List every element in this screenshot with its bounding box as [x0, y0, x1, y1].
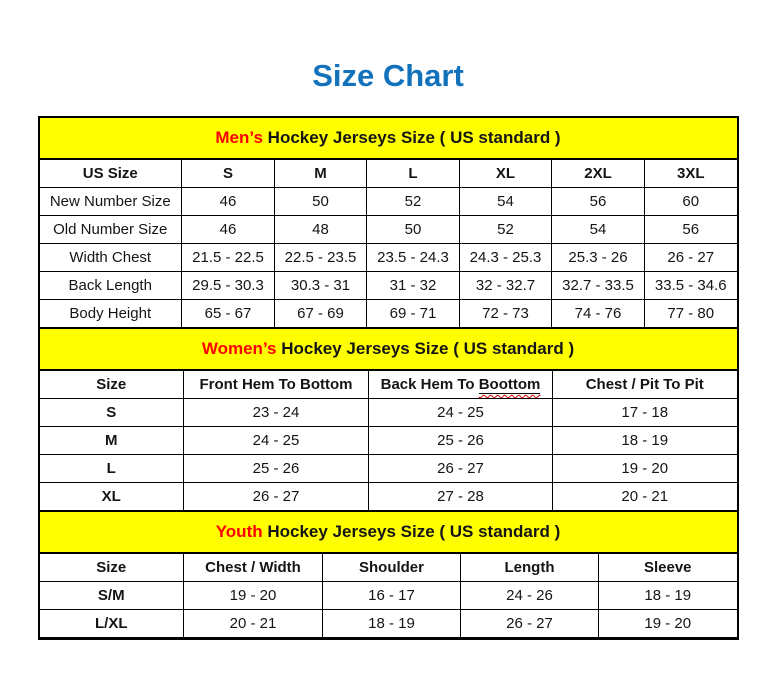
row-label: L: [40, 455, 184, 483]
column-header: M: [275, 160, 367, 188]
cell: 19 - 20: [553, 455, 737, 483]
cell: 18 - 19: [553, 427, 737, 455]
row-label: XL: [40, 483, 184, 511]
cell: 56: [645, 216, 737, 244]
row-label: Body Height: [40, 300, 182, 328]
cell: 24.3 - 25.3: [460, 244, 552, 272]
cell: 30.3 - 31: [275, 272, 367, 300]
column-header: Size: [40, 371, 184, 399]
cell: 27 - 28: [369, 483, 553, 511]
cell: 26 - 27: [184, 483, 369, 511]
cell: 19 - 20: [184, 582, 323, 610]
cell: 20 - 21: [553, 483, 737, 511]
cell: 18 - 19: [599, 582, 737, 610]
youth-banner-text: Hockey Jerseys Size ( US standard ): [267, 522, 561, 541]
column-header: L: [367, 160, 460, 188]
womens-banner-highlight: Women’s: [201, 339, 277, 358]
table-row: [40, 427, 737, 455]
column-header: Size: [40, 554, 184, 582]
cell: 24 - 26: [461, 582, 599, 610]
cell: 50: [367, 216, 460, 244]
table-row: [40, 300, 737, 328]
cell: 29.5 - 30.3: [182, 272, 275, 300]
mens-header-row: [40, 160, 737, 188]
mens-banner-text: Hockey Jerseys Size ( US standard ): [267, 128, 561, 147]
table-row: [40, 272, 737, 300]
row-label: S: [40, 399, 184, 427]
cell: 26 - 27: [461, 610, 599, 638]
table-row: [40, 244, 737, 272]
cell: 18 - 19: [323, 610, 461, 638]
column-header: Front Hem To Bottom: [184, 371, 369, 399]
row-label: S/M: [40, 582, 184, 610]
cell: 31 - 32: [367, 272, 460, 300]
table-row: [40, 610, 737, 638]
cell: 25.3 - 26: [552, 244, 645, 272]
cell: 48: [275, 216, 367, 244]
youth-banner: [40, 511, 737, 553]
cell: 19 - 20: [599, 610, 737, 638]
misspelled-word: Boottom: [478, 376, 541, 393]
womens-banner: [40, 328, 737, 370]
cell: 67 - 69: [275, 300, 367, 328]
cell: 24 - 25: [184, 427, 369, 455]
cell: 21.5 - 22.5: [182, 244, 275, 272]
youth-header-row: [40, 554, 737, 582]
column-header: [369, 371, 553, 399]
cell: 32.7 - 33.5: [552, 272, 645, 300]
row-label: New Number Size: [40, 188, 182, 216]
cell: 56: [552, 188, 645, 216]
column-header-prefix: Back Hem To: [380, 376, 475, 393]
row-label: M: [40, 427, 184, 455]
cell: 77 - 80: [645, 300, 737, 328]
cell: 20 - 21: [184, 610, 323, 638]
womens-header-row: [40, 371, 737, 399]
cell: 24 - 25: [369, 399, 553, 427]
column-header: S: [182, 160, 275, 188]
cell: 65 - 67: [182, 300, 275, 328]
cell: 52: [367, 188, 460, 216]
cell: 54: [552, 216, 645, 244]
column-header: Chest / Pit To Pit: [553, 371, 737, 399]
column-header: 2XL: [552, 160, 645, 188]
mens-banner: [40, 118, 737, 159]
cell: 60: [645, 188, 737, 216]
table-row: [40, 399, 737, 427]
cell: 26 - 27: [369, 455, 553, 483]
cell: 46: [182, 216, 275, 244]
cell: 46: [182, 188, 275, 216]
cell: 22.5 - 23.5: [275, 244, 367, 272]
cell: 33.5 - 34.6: [645, 272, 737, 300]
column-header: US Size: [40, 160, 182, 188]
column-header: Shoulder: [323, 554, 461, 582]
row-label: Old Number Size: [40, 216, 182, 244]
womens-banner-text: Hockey Jerseys Size ( US standard ): [281, 339, 575, 358]
cell: 25 - 26: [184, 455, 369, 483]
row-label: Back Length: [40, 272, 182, 300]
column-header: XL: [460, 160, 552, 188]
womens-size-table: [40, 370, 737, 511]
cell: 69 - 71: [367, 300, 460, 328]
table-row: [40, 483, 737, 511]
table-row: [40, 582, 737, 610]
cell: 50: [275, 188, 367, 216]
cell: 52: [460, 216, 552, 244]
row-label: L/XL: [40, 610, 184, 638]
column-header: Sleeve: [599, 554, 737, 582]
cell: 26 - 27: [645, 244, 737, 272]
cell: 72 - 73: [460, 300, 552, 328]
cell: 23 - 24: [184, 399, 369, 427]
cell: 25 - 26: [369, 427, 553, 455]
cell: 32 - 32.7: [460, 272, 552, 300]
row-label: Width Chest: [40, 244, 182, 272]
table-row: [40, 455, 737, 483]
column-header: Chest / Width: [184, 554, 323, 582]
table-row: [40, 216, 737, 244]
youth-size-table: [40, 553, 737, 638]
table-row: [40, 188, 737, 216]
cell: 54: [460, 188, 552, 216]
column-header: Length: [461, 554, 599, 582]
page-title: Size Chart: [312, 58, 464, 93]
cell: 74 - 76: [552, 300, 645, 328]
cell: 23.5 - 24.3: [367, 244, 460, 272]
size-chart: [38, 116, 739, 640]
column-header: 3XL: [645, 160, 737, 188]
mens-banner-highlight: Men’s: [215, 128, 263, 147]
youth-banner-highlight: Youth: [215, 522, 263, 541]
mens-size-table: [40, 159, 737, 328]
cell: 16 - 17: [323, 582, 461, 610]
cell: 17 - 18: [553, 399, 737, 427]
